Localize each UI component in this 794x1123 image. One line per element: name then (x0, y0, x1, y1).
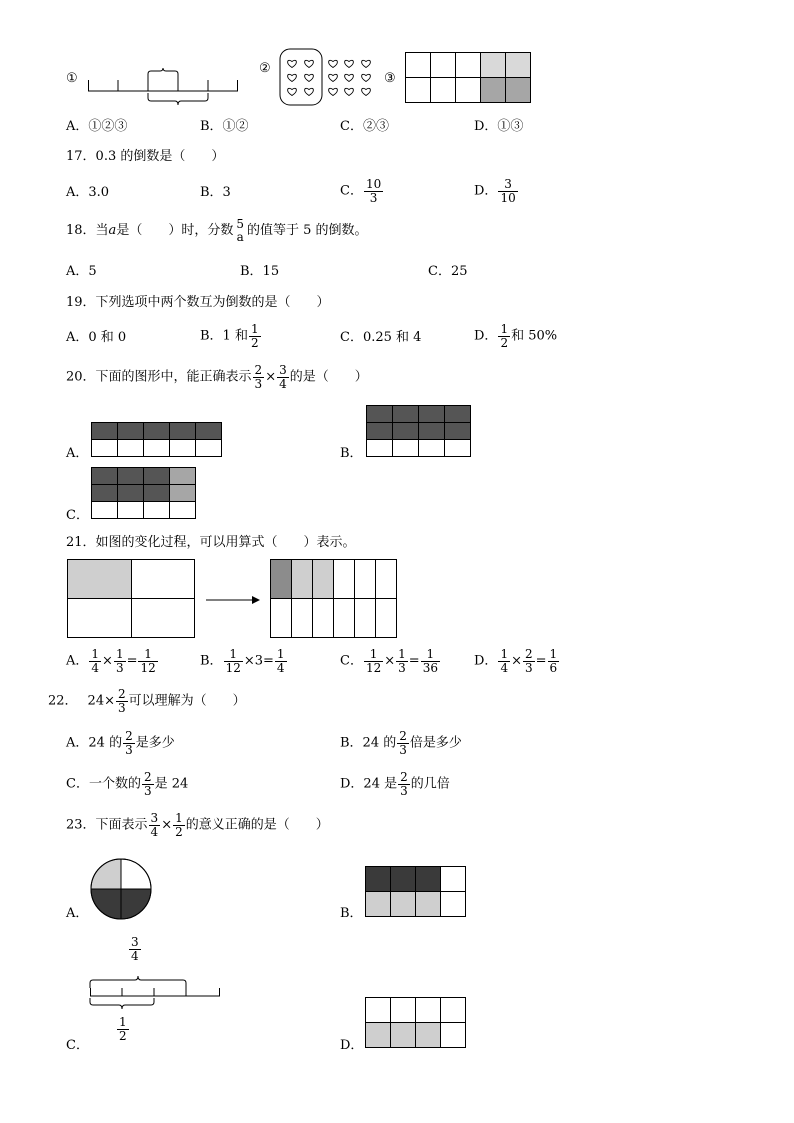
heart-icon (345, 88, 354, 95)
heart-icon (288, 60, 297, 67)
q18-option-c[interactable]: C．25 (428, 264, 468, 279)
q19-option-c[interactable]: C．0.25 和 4 (340, 330, 422, 345)
q21-after-rectangle (270, 559, 399, 639)
heart-icon (329, 88, 338, 95)
q17-stem: 17．0.3 的倒数是（ ） (66, 149, 225, 164)
q19-option-b[interactable]: B．1 和 $\frac{1}{2}$ (200, 322, 259, 350)
q23-option-d-grid[interactable] (365, 997, 467, 1049)
q20-option-b-grid[interactable] (366, 405, 473, 458)
heart-icon (362, 88, 371, 95)
q18-option-a[interactable]: A．5 (66, 264, 97, 279)
q17-option-d[interactable]: D． $\frac{3}{10}$ (474, 177, 516, 205)
q23-c-bottom-fraction: $\frac{1}{2}$ (119, 1015, 127, 1043)
q23-option-b-grid[interactable] (365, 866, 467, 918)
heart-icon (288, 74, 297, 81)
heart-icon (305, 74, 314, 81)
heart-icon (345, 74, 354, 81)
q23-stem: 23．下面表示 $\frac{3}{4}$ × $\frac{1}{2}$ 的意义正确的是（ ） (66, 811, 329, 839)
figure-1-number-line (88, 62, 240, 110)
q23-option-c-number-line[interactable] (90, 968, 222, 1018)
figure-2-label: ② (259, 61, 271, 76)
q20-stem: 20．下面的图形中，能正确表示 $\frac{2}{3}$ × $\frac{3}{4}$ 的是（ ） (66, 363, 368, 391)
figure-2-hearts-group (279, 48, 379, 106)
heart-icon (305, 60, 314, 67)
figure-3-label: ③ (384, 71, 396, 86)
q21-option-b[interactable]: B． $\frac{1}{12}$ ×3= $\frac{1}{4}$ (200, 647, 285, 675)
q23-option-a-label[interactable]: A． (66, 906, 89, 921)
q22-option-a[interactable]: A．24 的 $\frac{2}{3}$ 是多少 (66, 729, 175, 757)
q21-option-c[interactable]: C． $\frac{1}{12}$ × $\frac{1}{3}$ = $\frac{1}{36}$ (340, 647, 438, 675)
q19-stem: 19．下列选项中两个数互为倒数的是（ ） (66, 295, 330, 310)
q19-option-d[interactable]: D． $\frac{1}{2}$ 和 50% (474, 322, 558, 350)
q21-arrow-icon (206, 594, 262, 606)
q22-stem: 22． 24× $\frac{2}{3}$ 可以理解为（ ） (48, 687, 246, 715)
q21-before-rectangle (67, 559, 196, 639)
heart-icon (362, 60, 371, 67)
q23-option-b-label[interactable]: B． (340, 906, 363, 921)
q16-option-d[interactable]: D．①③ (474, 119, 524, 134)
q16-option-b[interactable]: B．①② (200, 119, 249, 134)
q17-option-a[interactable]: A．3.0 (66, 185, 110, 200)
figure-3-grid (405, 52, 531, 104)
q23-option-c-label[interactable]: C． (66, 1038, 89, 1053)
heart-icon (329, 60, 338, 67)
q18-stem: 18．当a是（ ）时，分数 5 a 的值等于 5 的倒数。 (66, 217, 368, 244)
q22-option-c[interactable]: C．一个数的 $\frac{2}{3}$ 是 24 (66, 770, 189, 798)
heart-icon (345, 60, 354, 67)
q16-option-a[interactable]: A．①②③ (66, 119, 128, 134)
heart-icon (288, 88, 297, 95)
q21-option-d[interactable]: D． $\frac{1}{4}$ × $\frac{2}{3}$ = $\frac{1}{6}$ (474, 647, 558, 675)
heart-icon (305, 88, 314, 95)
figure-1-label: ① (66, 71, 78, 86)
heart-icon (362, 74, 371, 81)
q20-option-b-label[interactable]: B． (340, 446, 363, 461)
q20-option-a-grid[interactable] (91, 422, 224, 457)
q22-option-d[interactable]: D．24 是 $\frac{2}{3}$ 的几倍 (340, 770, 450, 798)
heart-icon (329, 74, 338, 81)
q23-option-a-circle[interactable] (90, 858, 152, 920)
q21-stem: 21．如图的变化过程，可以用算式（ ）表示。 (66, 535, 356, 550)
q16-option-c[interactable]: C．②③ (340, 119, 389, 134)
q20-option-c-label[interactable]: C． (66, 508, 89, 523)
q21-option-a[interactable]: A． $\frac{1}{4}$ × $\frac{1}{3}$ = $\frac{1}{12}$ (66, 647, 156, 675)
q20-option-c-grid[interactable] (91, 467, 198, 520)
q23-c-top-fraction: $\frac{3}{4}$ (131, 935, 139, 963)
q17-option-c[interactable]: C． $\frac{10}{3}$ (340, 177, 382, 205)
q19-option-a[interactable]: A．0 和 0 (66, 330, 127, 345)
q20-option-a-label[interactable]: A． (66, 446, 89, 461)
q23-option-d-label[interactable]: D． (340, 1038, 364, 1053)
q17-option-b[interactable]: B．3 (200, 185, 231, 200)
q22-option-b[interactable]: B．24 的 $\frac{2}{3}$ 倍是多少 (340, 729, 462, 757)
q18-option-b[interactable]: B．15 (240, 264, 280, 279)
